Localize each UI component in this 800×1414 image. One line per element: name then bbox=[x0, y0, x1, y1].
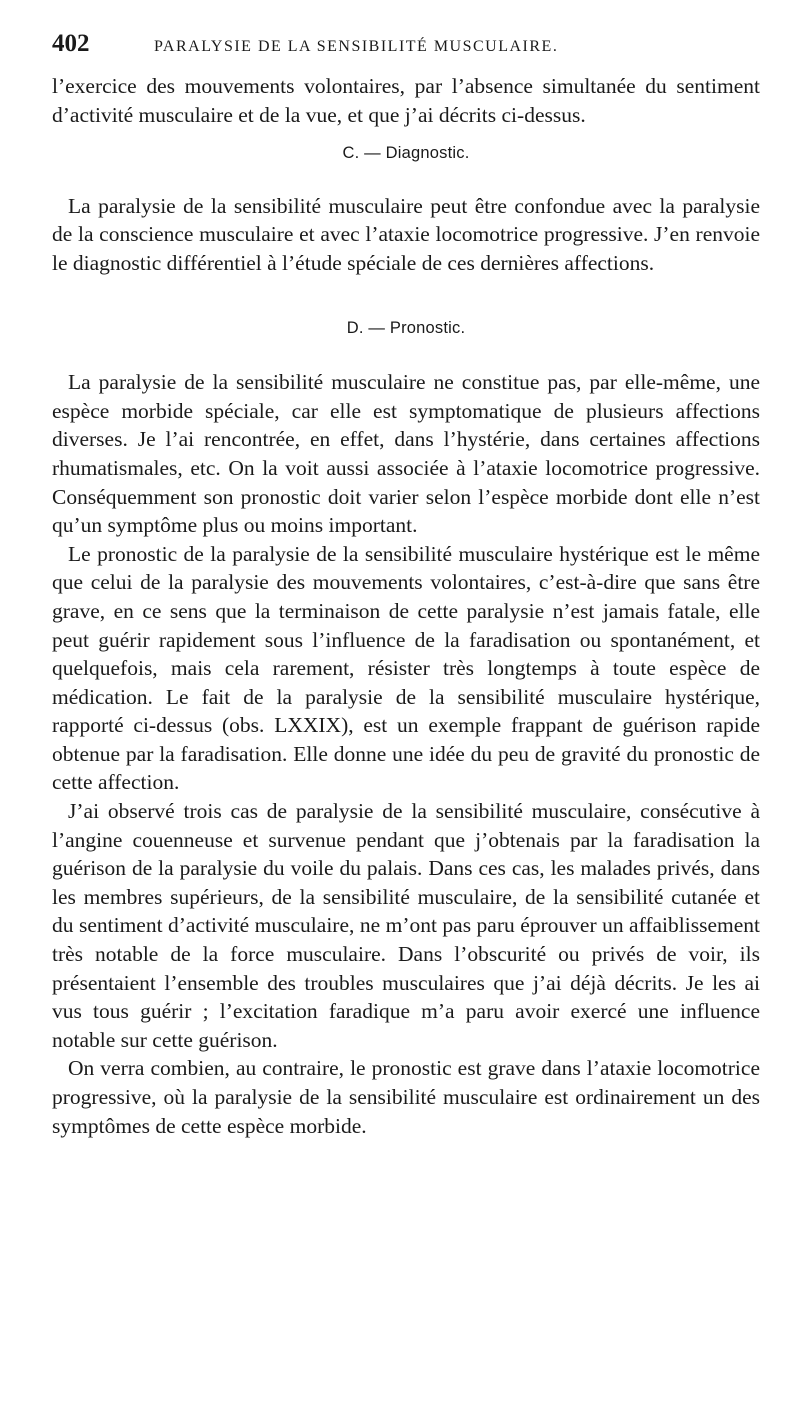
pronostic-paragraph-3: J’ai observé trois cas de paralysie de la sensibilité musculaire, consécutive à l’angine couenneuse et survenue pendant que j’obtenais par la faradisation la guérison de la paralysie du voile du palais. Dans ces cas, les malades privés, dans les membres supérieurs, de la sensibilité musculaire, de la sensibilité cutanée et du sentiment d’activité musculaire, ne m’ont pas paru éprouver un affaiblissement très notable de la force musculaire. Dans l’obscurité ou privés de voir, ils présentaient l’ensemble des troubles musculaires que j’ai déjà décrits. Je les ai vus tous guérir ; l’excitation faradique m’a paru avoir exercé une influence notable sur cette guérison. bbox=[52, 799, 760, 1052]
running-head bbox=[52, 30, 760, 60]
pronostic-paragraph-1: La paralysie de la sensibilité musculaire ne constitue pas, par elle-même, une espèce morbide spéciale, car elle est symptomatique de plusieurs affections diverses. Je l’ai rencontrée, en effet, dans l’hystérie, dans certaines affections rhumatismales, etc. On la voit aussi associée à l’ataxie locomotrice progressive. Conséquemment son pronostic doit varier selon l’espèce morbide dont elle n’est qu’un symptôme plus ou moins important. bbox=[52, 370, 760, 538]
intro-paragraph: l’exercice des mouvements volontaires, par l’absence simultanée du sentiment d’activité musculaire et de la vue, et que j’ai décrits ci-dessus. bbox=[52, 74, 760, 127]
pronostic-paragraph-2: Le pronostic de la paralysie de la sensibilité musculaire hystérique est le même que celui de la paralysie des mouvements volontaires, c’est-à-dire que sans être grave, en ce sens que la terminaison de cette paralysie n’est jamais fatale, elle peut guérir rapidement sous l’influence de la faradisation ou spontanément, et quelquefois, mais cela rarement, résister très longtemps à toute espèce de médication. Le fait de la paralysie de la sensibilité musculaire hystérique, rapporté ci-dessus (obs. LXXIX), est un exemple frappant de guérison rapide obtenue par la faradisation. Elle donne une idée du peu de gravité du pronostic de cette affection. bbox=[52, 541, 760, 795]
section-heading-pronostic: D. — Pronostic. bbox=[346, 318, 466, 337]
section-heading-diagnostic: C. — Diagnostic. bbox=[342, 144, 470, 163]
body-text bbox=[52, 72, 760, 1140]
page-number: 402 bbox=[52, 30, 90, 57]
pronostic-paragraph-4: On verra combien, au contraire, le pronostic est grave dans l’ataxie locomotrice progressive, où la paralysie de la sensibilité musculaire est ordinairement un des symptômes de cette espèce morbide. bbox=[52, 1056, 760, 1138]
running-title: PARALYSIE DE LA SENSIBILITÉ MUSCULAIRE. bbox=[154, 38, 559, 55]
diagnostic-paragraph: La paralysie de la sensibilité musculaire peut être confondue avec la paralysie de la conscience musculaire et avec l’ataxie locomotrice progressive. J’en renvoie le diagnostic différentiel à l’étude spéciale de ces dernières affections. bbox=[52, 193, 760, 275]
